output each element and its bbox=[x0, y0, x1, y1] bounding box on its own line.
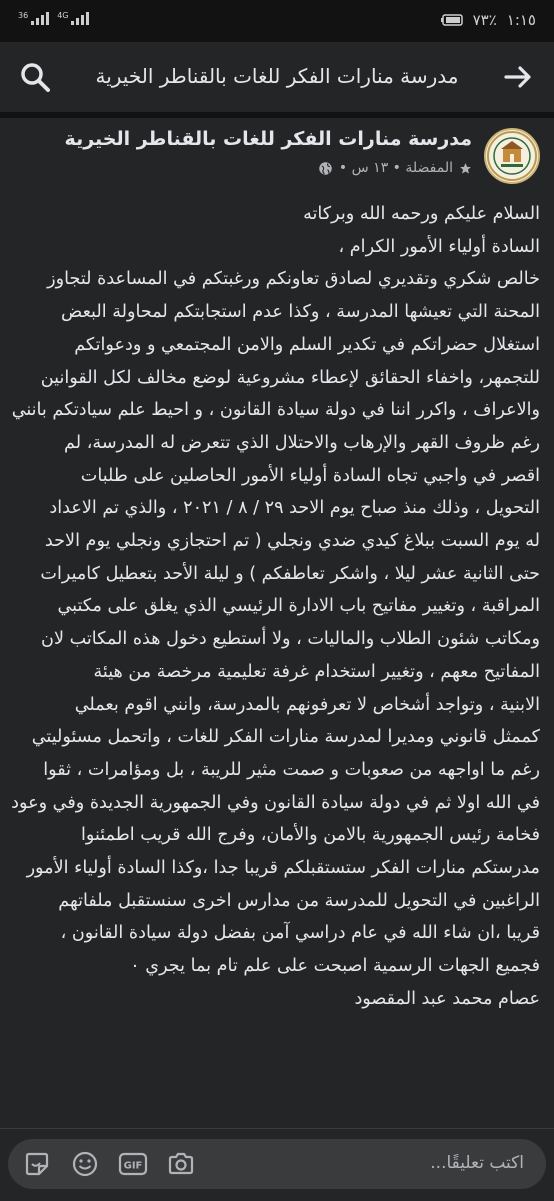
star-icon bbox=[459, 162, 472, 175]
post-text-line: خالص شكري وتقديري لصادق تعاونكم ورغبتكم في المساعدة لتجاوز bbox=[47, 269, 540, 290]
comment-placeholder: اكتب تعليقًا... bbox=[430, 1153, 524, 1173]
gif-label: GIF bbox=[123, 1160, 143, 1172]
emoji-icon[interactable] bbox=[70, 1149, 100, 1179]
post-text-line: رغم ظروف القهر والإرهاب والاحتلال الذي تتعرض له المدرسة، لم bbox=[64, 432, 540, 453]
gif-icon[interactable] bbox=[118, 1149, 148, 1179]
composer-icons bbox=[22, 1149, 196, 1179]
arrow-right-icon[interactable] bbox=[502, 61, 534, 93]
sticker-icon[interactable] bbox=[22, 1149, 52, 1179]
post-meta bbox=[318, 160, 472, 176]
post-text-line: التحويل ، وذلك منذ صباح يوم الاحد ٢٩ / ٨ / ٢٠٢١ ، والذي تم الاعداد bbox=[49, 498, 540, 519]
post-text-line: السادة أولياء الأمور الكرام ، bbox=[338, 236, 540, 257]
post-text-line: ومكاتب شئون الطلاب والماليات ، ولا أستطيع دخول هذه المكاتب لان bbox=[41, 629, 540, 650]
avatar[interactable] bbox=[484, 128, 540, 184]
signal-icon bbox=[18, 11, 49, 25]
status-bar bbox=[0, 0, 554, 42]
post-text-line: استغلال حضراتكم في تكدير السلم والامن المجتمعي و ودعواتكم bbox=[74, 334, 540, 355]
comment-input[interactable] bbox=[8, 1139, 546, 1189]
school-logo-icon bbox=[486, 130, 538, 182]
post-text-line: كممثل قانوني ومديرا لمدرسة منارات الفكر للغات ، واتحمل مسئوليتي bbox=[31, 727, 540, 748]
search-icon[interactable] bbox=[18, 60, 52, 94]
network-label-1: 36 bbox=[18, 11, 29, 20]
post-text-line: حتى الثانية عشر ليلا ، واشكر تعاطفكم ) و ليلة الأحد بتعطيل كاميرات bbox=[40, 563, 540, 584]
status-time: ١:١٥ bbox=[506, 11, 536, 29]
battery-level: ٧٣٪ bbox=[472, 11, 497, 29]
post-text-line: رغم ما اواجهه من صعوبات و صمت مثير للريبة ، بل ومؤامرات ، ثقوا bbox=[43, 759, 540, 780]
post-text-line: والاعراف ، واكرر اننا في دولة سيادة القانون ، و احيط علم سيادتكم بانني bbox=[11, 400, 540, 421]
post-author[interactable]: مدرسة منارات الفكر للغات بالقناطر الخيرية bbox=[64, 128, 472, 150]
top-bar bbox=[0, 42, 554, 112]
post-text-line: السلام عليكم ورحمه الله وبركاته bbox=[303, 204, 540, 224]
post-body bbox=[0, 198, 554, 1136]
post-text-line: له يوم السبت ببلاغ كيدي ضدي ونجلي ( تم احتجازي ونجلي يوم الاحد bbox=[44, 531, 540, 552]
comment-composer bbox=[0, 1128, 554, 1201]
post-text-line: فخامة رئيس الجمهورية بالامن والأمان، وفرج الله قريب اطمئنوا bbox=[81, 825, 540, 846]
post-text-line: اقصر في واجبي تجاه السادة أولياء الأمور الحاصلين على طلبات bbox=[80, 465, 540, 486]
post-text-line: المراقبة ، وتغيير مفاتيح باب الادارة الرئيسي الذي يغلق على مكتبي bbox=[57, 596, 540, 617]
signal-icon-2 bbox=[57, 11, 89, 25]
network-label-2: 4G bbox=[57, 11, 69, 20]
status-bar-clock-group bbox=[441, 11, 536, 29]
globe-icon bbox=[318, 161, 333, 176]
post-text-line: فجميع الجهات الرسمية اصبحت على علم تام بما يجري ٠ bbox=[130, 956, 540, 977]
post-text-line: قريبا ،ان شاء الله في عام دراسي آمن بفضل دولة سيادة القانون ، bbox=[60, 923, 540, 944]
status-bar-network-group bbox=[18, 11, 89, 25]
post-text-line: عصام محمد عبد المقصود bbox=[354, 988, 540, 1009]
post-text-line: المفاتيح معهم ، وتغيير استخدام غرفة تعليمية مرخصة من هيئة bbox=[93, 661, 540, 682]
post-header bbox=[0, 118, 554, 198]
post-text-line: الراغبين في التحويل للمدرسة من مدارس اخرى سنستقبل ملفاتهم bbox=[58, 890, 540, 911]
post-text-line: الابنية ، وتواجد أشخاص لا تعرفونهم بالمدرسة، وانني اقوم بعملي bbox=[74, 694, 540, 715]
post-text-line: مدرستكم منارات الفكر ستستقبلكم قريبا جدا ،وكذا السادة أولياء الأمور bbox=[26, 858, 540, 879]
post-timestamp: المفضلة • ١٣ س • bbox=[338, 160, 453, 176]
camera-icon[interactable] bbox=[166, 1149, 196, 1179]
post-text-line: في الله اولا ثم في دولة سيادة القانون وفي الجمهورية الجديدة وفي وعود bbox=[11, 792, 540, 813]
post-text-line: المحنة التي تعيشها المدرسة ، وكذا عدم استجابتكم لمحاولة البعض bbox=[61, 302, 540, 323]
post-text-line: للتجمهر، واخفاء الحقائق لإعطاء مشروعية لوضع مخالف لكل القوانين bbox=[40, 367, 540, 388]
page-title: مدرسة منارات الفكر للغات بالقناطر الخيرية bbox=[95, 64, 459, 88]
battery-icon bbox=[441, 14, 463, 26]
